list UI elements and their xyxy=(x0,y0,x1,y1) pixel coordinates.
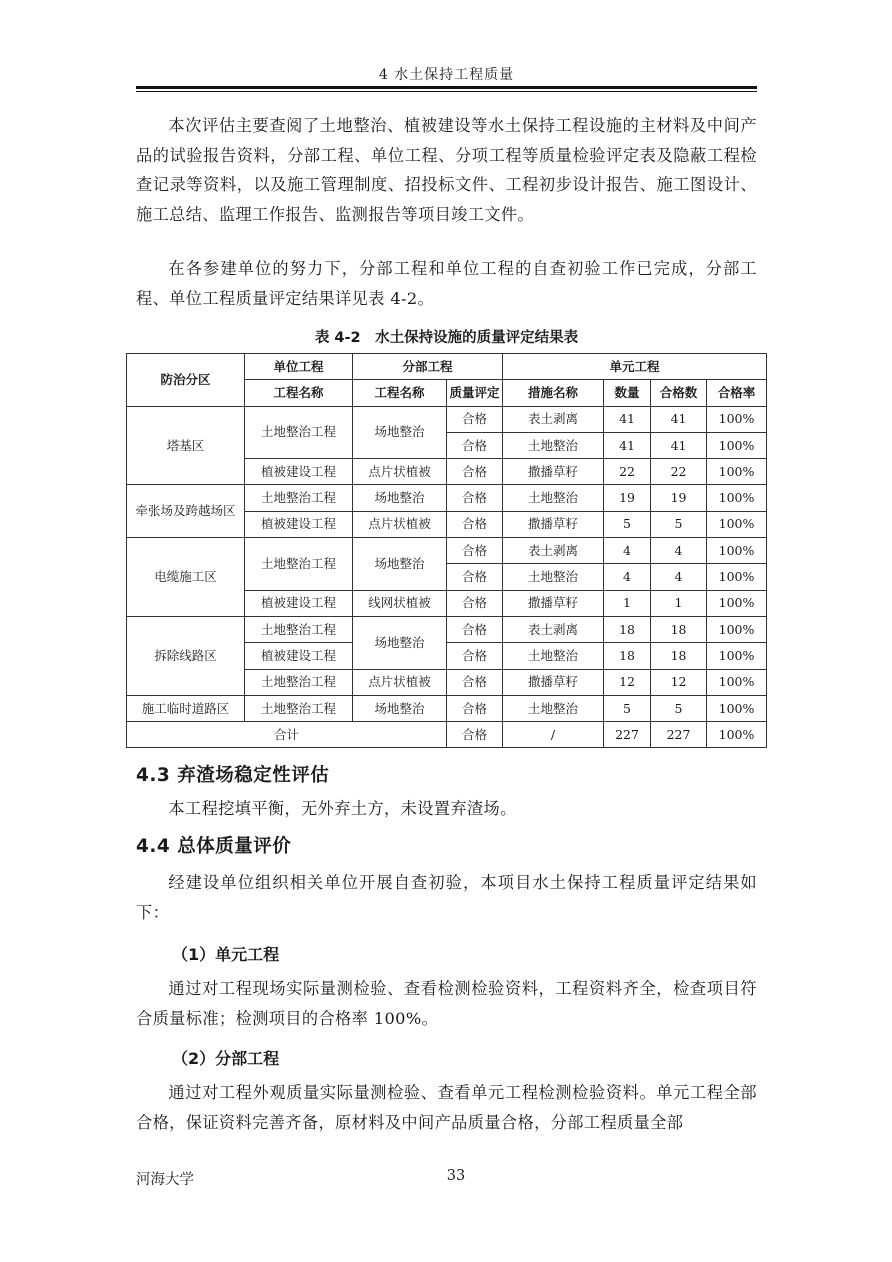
count-cell: 1 xyxy=(604,590,651,616)
unit-cell: 土地整治工程 xyxy=(245,669,353,695)
qualified-cell: 4 xyxy=(651,538,707,564)
unit-cell: 土地整治工程 xyxy=(245,538,353,591)
qualified-cell: 12 xyxy=(651,669,707,695)
measure-cell: 土地整治 xyxy=(503,695,604,721)
rating-cell: 合格 xyxy=(447,695,503,721)
zone-cell: 牵张场及跨越场区 xyxy=(127,485,245,538)
header-count: 数量 xyxy=(604,380,651,406)
header-project-name: 工程名称 xyxy=(245,380,353,406)
table-row xyxy=(127,695,767,721)
header-pass-rate: 合格率 xyxy=(707,380,767,406)
rate-cell: 100% xyxy=(707,616,767,642)
unit-cell: 植被建设工程 xyxy=(245,590,353,616)
table-total-row xyxy=(127,722,767,748)
total-measure: / xyxy=(503,722,604,748)
quality-table xyxy=(126,353,767,748)
measure-cell: 撒播草籽 xyxy=(503,511,604,537)
count-cell: 41 xyxy=(604,432,651,458)
rating-cell: 合格 xyxy=(447,538,503,564)
total-rating: 合格 xyxy=(447,722,503,748)
rate-cell: 100% xyxy=(707,459,767,485)
rating-cell: 合格 xyxy=(447,511,503,537)
sub-cell: 场地整治 xyxy=(353,695,447,721)
header-quality-rating: 质量评定 xyxy=(447,380,503,406)
qualified-cell: 4 xyxy=(651,564,707,590)
header-measure-name: 措施名称 xyxy=(503,380,604,406)
sub-cell: 点片状植被 xyxy=(353,459,447,485)
unit-cell: 土地整治工程 xyxy=(245,485,353,511)
measure-cell: 土地整治 xyxy=(503,643,604,669)
measure-cell: 撒播草籽 xyxy=(503,669,604,695)
table-row xyxy=(127,538,767,564)
section-4-4-heading: 4.4 总体质量评价 xyxy=(136,836,292,857)
subsection-1-heading: （1）单元工程 xyxy=(172,945,280,964)
sub-cell: 线网状植被 xyxy=(353,590,447,616)
count-cell: 5 xyxy=(604,511,651,537)
section-4-3-text: 本工程挖填平衡，无外弃土方，未设置弃渣场。 xyxy=(168,799,517,818)
table-row xyxy=(127,406,767,432)
rating-cell: 合格 xyxy=(447,406,503,432)
rate-cell: 100% xyxy=(707,432,767,458)
qualified-cell: 22 xyxy=(651,459,707,485)
rate-cell: 100% xyxy=(707,695,767,721)
measure-cell: 表土剥离 xyxy=(503,406,604,432)
section-4-3-heading: 4.3 弃渣场稳定性评估 xyxy=(136,765,330,786)
header-sub-name: 工程名称 xyxy=(353,380,447,406)
rate-cell: 100% xyxy=(707,511,767,537)
header-rule-thin xyxy=(136,91,757,92)
sub-cell: 场地整治 xyxy=(353,616,447,669)
count-cell: 4 xyxy=(604,538,651,564)
qualified-cell: 5 xyxy=(651,511,707,537)
qualified-cell: 41 xyxy=(651,432,707,458)
rating-cell: 合格 xyxy=(447,669,503,695)
count-cell: 4 xyxy=(604,564,651,590)
zone-cell: 拆除线路区 xyxy=(127,616,245,695)
section-4-4-intro: 经建设单位组织相关单位开展自查初验，本项目水土保持工程质量评定结果如下： xyxy=(136,873,757,922)
rate-cell: 100% xyxy=(707,643,767,669)
qualified-cell: 18 xyxy=(651,643,707,669)
qualified-cell: 18 xyxy=(651,616,707,642)
measure-cell: 撒播草籽 xyxy=(503,590,604,616)
table-caption: 表 4-2 水土保持设施的质量评定结果表 xyxy=(314,330,579,346)
unit-cell: 土地整治工程 xyxy=(245,406,353,459)
total-rate: 100% xyxy=(707,722,767,748)
header-rule-thick xyxy=(136,86,757,89)
count-cell: 22 xyxy=(604,459,651,485)
measure-cell: 土地整治 xyxy=(503,564,604,590)
rate-cell: 100% xyxy=(707,669,767,695)
subsection-2-text: 通过对工程外观质量实际量测检验、查看单元工程检测检验资料。单元工程全部合格，保证资料完善齐备，原材料及中间产品质量合格，分部工程质量全部 xyxy=(136,1083,757,1132)
footer-page-number: 33 xyxy=(446,1168,466,1184)
table-row xyxy=(127,485,767,511)
sub-cell: 场地整治 xyxy=(353,538,447,591)
running-head-title: 4 水土保持工程质量 xyxy=(378,67,515,83)
rate-cell: 100% xyxy=(707,564,767,590)
table-header-row-1 xyxy=(127,354,767,380)
count-cell: 18 xyxy=(604,643,651,669)
count-cell: 19 xyxy=(604,485,651,511)
unit-cell: 植被建设工程 xyxy=(245,511,353,537)
rating-cell: 合格 xyxy=(447,485,503,511)
footer-institution: 河海大学 xyxy=(136,1172,194,1188)
unit-cell: 土地整治工程 xyxy=(245,616,353,642)
total-label: 合计 xyxy=(127,722,447,748)
unit-cell: 植被建设工程 xyxy=(245,459,353,485)
rating-cell: 合格 xyxy=(447,459,503,485)
count-cell: 18 xyxy=(604,616,651,642)
measure-cell: 表土剥离 xyxy=(503,538,604,564)
rate-cell: 100% xyxy=(707,485,767,511)
qualified-cell: 5 xyxy=(651,695,707,721)
table-row xyxy=(127,616,767,642)
rate-cell: 100% xyxy=(707,590,767,616)
intro-paragraph-1: 本次评估主要查阅了土地整治、植被建设等水土保持工程设施的主材料及中间产品的试验报告资料，分部工程、单位工程、分项工程等质量检验评定表及隐蔽工程检查记录等资料，以及施工管理制度、招投标文件、工程初步设计报告、施工图设计、施工总结、监理工作报告、监测报告等项目竣工文件。 xyxy=(136,116,757,224)
subsection-1-text: 通过对工程现场实际量测检验、查看检测检验资料，工程资料齐全，检查项目符合质量标准；检测项目的合格率 100%。 xyxy=(136,979,757,1028)
unit-cell: 土地整治工程 xyxy=(245,695,353,721)
sub-cell: 点片状植被 xyxy=(353,511,447,537)
qualified-cell: 19 xyxy=(651,485,707,511)
header-zone: 防治分区 xyxy=(127,354,245,407)
header-qualified-count: 合格数 xyxy=(651,380,707,406)
header-unit-project: 单位工程 xyxy=(245,354,353,380)
rating-cell: 合格 xyxy=(447,616,503,642)
intro-paragraph-2: 在各参建单位的努力下，分部工程和单位工程的自查初验工作已完成，分部工程、单位工程质量评定结果详见表 4-2。 xyxy=(136,259,757,308)
count-cell: 41 xyxy=(604,406,651,432)
header-sub-project: 分部工程 xyxy=(353,354,503,380)
zone-cell: 电缆施工区 xyxy=(127,538,245,617)
rating-cell: 合格 xyxy=(447,564,503,590)
rating-cell: 合格 xyxy=(447,643,503,669)
measure-cell: 撒播草籽 xyxy=(503,459,604,485)
subsection-2-heading: （2）分部工程 xyxy=(172,1049,280,1068)
zone-cell: 施工临时道路区 xyxy=(127,695,245,721)
sub-cell: 场地整治 xyxy=(353,485,447,511)
qualified-cell: 41 xyxy=(651,406,707,432)
measure-cell: 土地整治 xyxy=(503,485,604,511)
measure-cell: 土地整治 xyxy=(503,432,604,458)
rate-cell: 100% xyxy=(707,406,767,432)
rating-cell: 合格 xyxy=(447,432,503,458)
qualified-cell: 1 xyxy=(651,590,707,616)
zone-cell: 塔基区 xyxy=(127,406,245,485)
measure-cell: 表土剥离 xyxy=(503,616,604,642)
total-qualified: 227 xyxy=(651,722,707,748)
header-element-project: 单元工程 xyxy=(503,354,767,380)
sub-cell: 场地整治 xyxy=(353,406,447,459)
count-cell: 12 xyxy=(604,669,651,695)
count-cell: 5 xyxy=(604,695,651,721)
rate-cell: 100% xyxy=(707,538,767,564)
total-count: 227 xyxy=(604,722,651,748)
sub-cell: 点片状植被 xyxy=(353,669,447,695)
unit-cell: 植被建设工程 xyxy=(245,643,353,669)
rating-cell: 合格 xyxy=(447,590,503,616)
